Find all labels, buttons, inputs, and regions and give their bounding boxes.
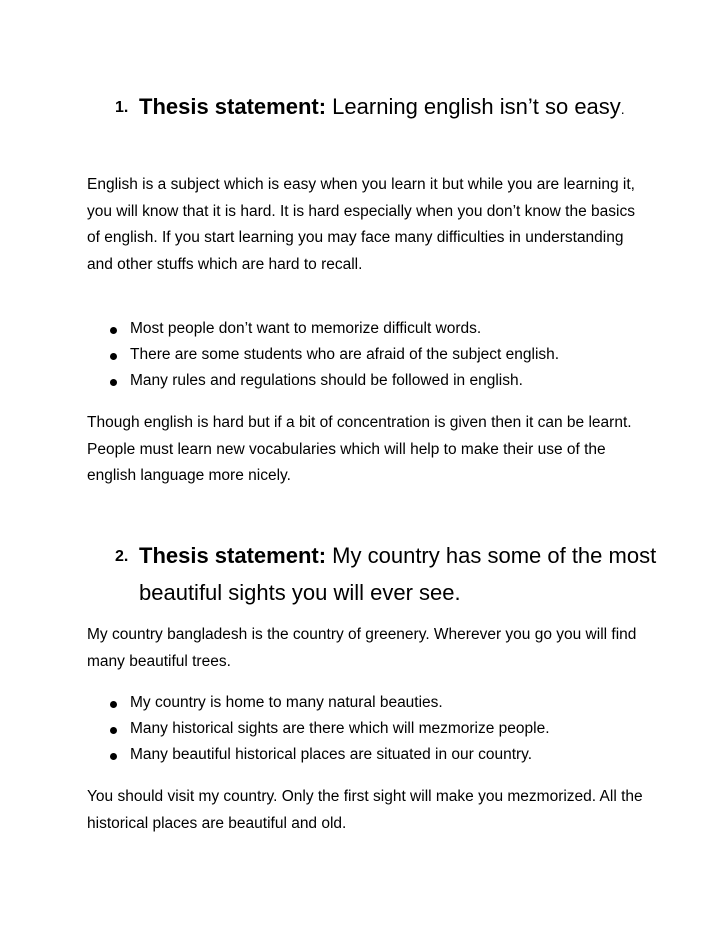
section-1-paragraph: English is a subject which is easy when you learn it but while you are learning it, you will know that it is hard. It is hard especially when you don’t know the basics of english. If you start learning you may face many difficulties in understanding and other stuffs which are hard to recall. — [87, 176, 635, 273]
section-1-number: 1. — [115, 99, 129, 116]
list-item: Many beautiful historical places are situated in our country. — [110, 742, 670, 768]
list-item: There are some students who are afraid of the subject english. — [110, 342, 670, 368]
bullet-icon — [110, 701, 117, 708]
section-2-bullet-list — [110, 690, 670, 768]
list-item: Most people don’t want to memorize difficult words. — [110, 316, 670, 342]
section-1-heading-label: Thesis statement: — [139, 94, 327, 119]
bullet-icon — [110, 327, 117, 334]
section-2-heading-text: My country has some of the most beautiful sights you will ever see. — [139, 543, 657, 605]
section-2-heading-label: Thesis statement: — [139, 543, 327, 568]
section-1-heading — [115, 88, 675, 128]
section-2-paragraph: My country bangladesh is the country of greenery. Wherever you go you will find many beautiful trees. — [87, 626, 637, 670]
bullet-icon — [110, 727, 117, 734]
section-1-heading-text: Learning english isn’t so easy — [326, 94, 621, 119]
section-2-heading — [115, 537, 675, 611]
section-2-number: 2. — [115, 548, 129, 565]
section-1-heading-tail: . — [620, 101, 625, 117]
list-item: My country is home to many natural beauties. — [110, 690, 670, 716]
section-1-bullet-list — [110, 316, 670, 394]
bullet-icon — [110, 753, 117, 760]
bullet-icon — [110, 353, 117, 360]
list-item: Many rules and regulations should be followed in english. — [110, 368, 670, 394]
list-item: Many historical sights are there which will mezmorize people. — [110, 716, 670, 742]
section-2-closing: You should visit my country. Only the first sight will make you mezmorized. All the historical places are beautiful and old. — [87, 788, 643, 832]
bullet-icon — [110, 379, 117, 386]
section-1-closing: Though english is hard but if a bit of concentration is given then it can be learnt. People must learn new vocabularies which will help to make their use of the english language more nicely. — [87, 414, 632, 484]
